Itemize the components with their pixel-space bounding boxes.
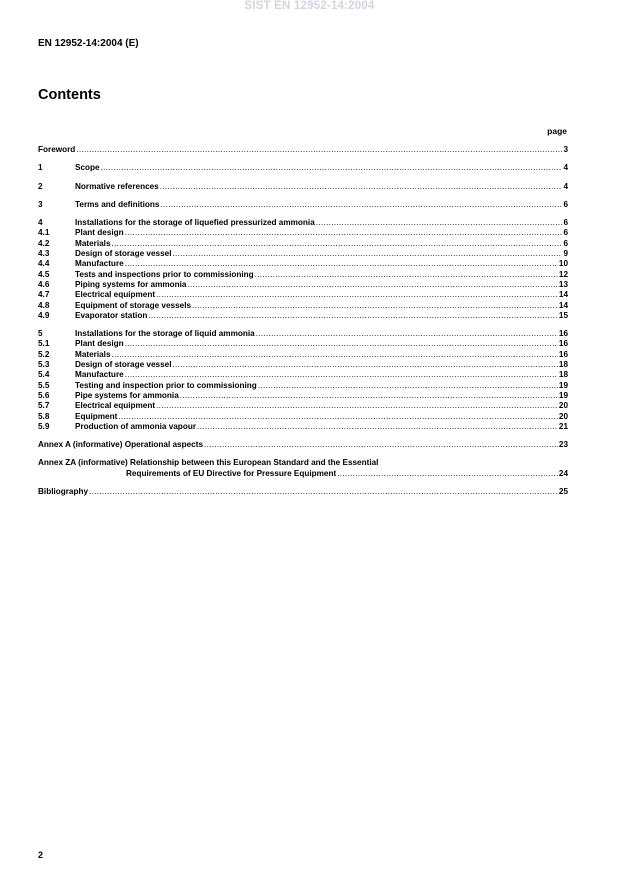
toc-entry-page: 4	[563, 163, 568, 173]
toc-entry-number: 4.2	[38, 238, 50, 248]
toc-entry-text: Manufacture	[75, 259, 124, 269]
toc-entry-text: Testing and inspection prior to commissioning	[75, 380, 257, 390]
toc-entry-page: 14	[558, 300, 568, 310]
toc-entry-number: 5.7	[38, 401, 50, 411]
dot-leader	[256, 329, 558, 339]
toc-entry-4[interactable]	[38, 218, 568, 228]
toc-entry-text: Materials	[75, 349, 111, 359]
dot-leader	[148, 311, 558, 321]
toc-entry-number: 4.9	[38, 310, 50, 320]
toc-entry-annex-a[interactable]	[38, 440, 568, 450]
toc-entry-text: Plant design	[75, 339, 124, 349]
toc-entry-page: 18	[558, 360, 568, 370]
page-title: Contents	[38, 87, 101, 103]
dot-leader	[125, 228, 563, 238]
toc-entry-page: 24	[558, 468, 568, 478]
toc-entry-text: Annex ZA (informative) Relationship between this European Standard and the Essential	[38, 458, 379, 468]
toc-entry-text: Electrical equipment	[75, 290, 156, 300]
toc-entry-number: 5.3	[38, 360, 50, 370]
toc-entry-foreword[interactable]	[38, 145, 568, 155]
toc-entry-text: Evaporator station	[75, 310, 148, 320]
dot-leader	[125, 370, 558, 380]
toc-entry-5-2[interactable]	[38, 350, 568, 360]
toc-entry-5-8[interactable]	[38, 412, 568, 422]
dot-leader	[172, 360, 557, 370]
toc-entry-page: 23	[558, 440, 568, 450]
toc-entry-text: Piping systems for ammonia	[75, 279, 187, 289]
page-column-label: page	[547, 126, 567, 136]
toc-entry-page: 6	[563, 228, 568, 238]
toc-entry-page: 15	[558, 310, 568, 320]
toc-entry-page: 9	[563, 249, 568, 259]
toc-entry-5-4[interactable]	[38, 370, 568, 380]
toc-entry-text: Pipe systems for ammonia	[75, 390, 179, 400]
dot-leader	[101, 163, 563, 173]
toc-entry-text: Installations for the storage of liquid ammonia	[75, 329, 255, 339]
toc-entry-text: Equipment	[75, 411, 118, 421]
toc-entry-number: 4.4	[38, 259, 50, 269]
toc-entry-2[interactable]	[38, 182, 568, 192]
toc-entry-page: 18	[558, 370, 568, 380]
toc-entry-page: 13	[558, 279, 568, 289]
toc-entry-page: 4	[563, 181, 568, 191]
toc-entry-4-1[interactable]	[38, 228, 568, 238]
toc-entry-1[interactable]	[38, 163, 568, 173]
toc-entry-text: Plant design	[75, 228, 124, 238]
dot-leader	[112, 239, 563, 249]
toc-entry-page: 20	[558, 401, 568, 411]
dot-leader	[118, 412, 558, 422]
toc-entry-page: 14	[558, 290, 568, 300]
toc-entry-number: 4.1	[38, 228, 50, 238]
toc-entry-5-3[interactable]	[38, 360, 568, 370]
toc-entry-number: 4.8	[38, 300, 50, 310]
toc-entry-text: Normative references	[75, 181, 159, 191]
dot-leader	[112, 350, 558, 360]
watermark: SIST EN 12952-14:2004	[244, 0, 375, 12]
toc-entry-text: Tests and inspections prior to commissioning	[75, 269, 254, 279]
toc-entry-number: 5.6	[38, 390, 50, 400]
toc-entry-page: 6	[563, 238, 568, 248]
dot-leader	[255, 270, 558, 280]
toc-entry-number: 5.9	[38, 421, 50, 431]
toc-entry-text: Installations for the storage of liquefied pressurized ammonia	[75, 218, 315, 228]
toc-entry-page: 3	[563, 145, 568, 154]
toc-entry-4-2[interactable]	[38, 239, 568, 249]
toc-entry-number: 4.7	[38, 290, 50, 300]
dot-leader	[258, 381, 558, 391]
toc-entry-annex-za[interactable]	[38, 469, 568, 479]
dot-leader	[172, 249, 562, 259]
dot-leader	[160, 200, 562, 210]
toc-entry-text: Foreword	[38, 145, 76, 154]
dot-leader	[125, 339, 558, 349]
toc-entry-text: Production of ammonia vapour	[75, 421, 197, 431]
toc-entry-text: Scope	[75, 163, 100, 173]
toc-entry-4-3[interactable]	[38, 249, 568, 259]
dot-leader	[160, 182, 563, 192]
dot-leader	[316, 218, 563, 228]
toc-entry-number: 4	[38, 218, 43, 228]
toc-entry-4-5[interactable]	[38, 270, 568, 280]
toc-entry-number: 3	[38, 199, 43, 209]
toc-entry-4-4[interactable]	[38, 259, 568, 269]
dot-leader	[89, 487, 558, 497]
toc-entry-number: 4.3	[38, 249, 50, 259]
dot-leader	[187, 280, 557, 290]
toc-entry-4-9[interactable]	[38, 311, 568, 321]
toc-entry-page: 21	[558, 421, 568, 431]
toc-entry-page: 19	[558, 380, 568, 390]
toc-entry-5[interactable]	[38, 329, 568, 339]
toc-entry-annex-za-line1[interactable]	[38, 458, 568, 468]
toc-entry-bibliography[interactable]	[38, 487, 568, 497]
toc-entry-page: 16	[558, 339, 568, 349]
dot-leader	[125, 259, 558, 269]
toc-entry-text: Design of storage vessel	[75, 249, 172, 259]
toc-entry-text: Annex A (informative) Operational aspects	[38, 440, 204, 450]
dot-leader	[180, 391, 558, 401]
toc-entry-number: 2	[38, 181, 43, 191]
toc-entry-number: 5.5	[38, 380, 50, 390]
toc-entry-page: 16	[558, 349, 568, 359]
toc-entry-number: 4.6	[38, 279, 50, 289]
toc-entry-text: Manufacture	[75, 370, 124, 380]
toc-entry-3[interactable]	[38, 200, 568, 210]
toc-entry-page: 6	[563, 218, 568, 228]
toc-entry-4-7[interactable]	[38, 290, 568, 300]
dot-leader	[156, 401, 558, 411]
toc-entry-number: 5.8	[38, 411, 50, 421]
dot-leader	[204, 440, 558, 450]
toc-entry-text: Bibliography	[38, 487, 89, 497]
toc-entry-4-8[interactable]	[38, 301, 568, 311]
dot-leader	[197, 422, 558, 432]
toc-entry-number: 4.5	[38, 269, 50, 279]
toc-entry-text: Equipment of storage vessels	[75, 300, 192, 310]
page-number: 2	[38, 850, 44, 860]
toc-entry-page: 19	[558, 390, 568, 400]
dot-leader	[337, 469, 558, 479]
toc-entry-text: Design of storage vessel	[75, 360, 172, 370]
toc-entry-page: 25	[558, 487, 568, 497]
toc-entry-page: 12	[558, 269, 568, 279]
dot-leader	[192, 301, 558, 311]
toc-entry-4-6[interactable]	[38, 280, 568, 290]
toc-entry-text: Requirements of EU Directive for Pressure Equipment	[126, 468, 337, 478]
document-id: EN 12952-14:2004 (E)	[38, 38, 139, 49]
toc-entry-5-1[interactable]	[38, 339, 568, 349]
table-of-contents	[38, 145, 568, 497]
toc-entry-number: 5.1	[38, 339, 50, 349]
toc-entry-number: 5.2	[38, 349, 50, 359]
toc-entry-text: Electrical equipment	[75, 401, 156, 411]
toc-entry-5-7[interactable]	[38, 401, 568, 411]
toc-entry-5-5[interactable]	[38, 381, 568, 391]
toc-entry-5-9[interactable]	[38, 422, 568, 432]
toc-entry-number: 5.4	[38, 370, 50, 380]
toc-entry-page: 16	[558, 329, 568, 339]
toc-entry-number: 5	[38, 329, 43, 339]
toc-entry-text: Materials	[75, 238, 111, 248]
toc-entry-text: Terms and definitions	[75, 199, 160, 209]
toc-entry-5-6[interactable]	[38, 391, 568, 401]
dot-leader	[76, 145, 562, 155]
toc-entry-page: 10	[558, 259, 568, 269]
dot-leader	[156, 290, 558, 300]
toc-entry-number: 1	[38, 163, 43, 173]
toc-entry-page: 20	[558, 411, 568, 421]
toc-entry-page: 6	[563, 199, 568, 209]
